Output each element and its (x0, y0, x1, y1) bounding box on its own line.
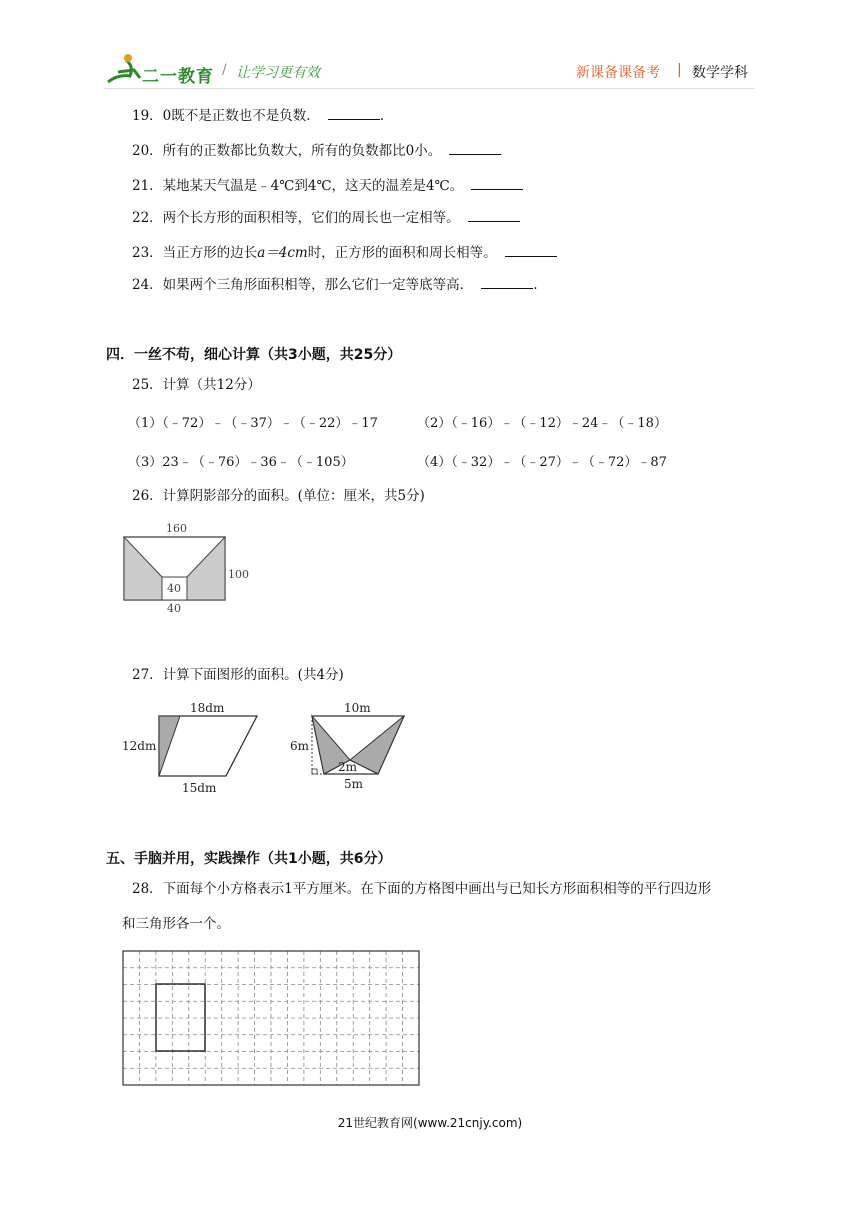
question-25: 25．计算（共12分） (132, 377, 261, 393)
given-rectangle (156, 984, 205, 1051)
figure-27-trapezoid (288, 700, 418, 795)
answer-blank-23[interactable] (505, 244, 557, 257)
label-bottom: 40 (167, 602, 181, 615)
label-top: 10m (344, 701, 371, 715)
label-bottom: 5m (344, 777, 364, 791)
label-inner: 2m (338, 760, 358, 774)
answer-blank-20[interactable] (449, 142, 501, 155)
figure-27-parallelogram (120, 700, 270, 800)
label-right: 100 (228, 568, 249, 581)
label-top: 160 (166, 522, 187, 535)
question-26: 26．计算阴影部分的面积。(单位：厘米，共5分) (132, 488, 425, 504)
question-28-line-1: 28．下面每个小方格表示1平方厘米。在下面的方格图中画出与已知长方形面积相等的平行四边形 (132, 881, 712, 897)
section-4-title: 四．一丝不苟，细心计算（共3小题，共25分） (106, 347, 402, 363)
footer: 21世纪教育网(www.21cnjy.com) (337, 1116, 523, 1130)
logo-text: 二一教育 (142, 67, 214, 87)
question-21: 21．某地某天气温是﹣4℃到4℃，这天的温差是4℃。 (132, 176, 523, 196)
answer-blank-21[interactable] (471, 177, 523, 190)
calc-1: （1）（﹣72）﹣（﹣37）﹣（﹣22）﹣17 (128, 416, 378, 431)
question-27: 27．计算下面图形的面积。(共4分) (132, 667, 344, 683)
slogan: 让学习更有效 (236, 65, 320, 81)
answer-blank-24[interactable] (481, 276, 533, 289)
label-top: 18dm (190, 701, 225, 715)
question-22: 22．两个长方形的面积相等，它们的周长也一定相等。 (132, 208, 520, 228)
header-course: 新课备课备考 (576, 65, 660, 81)
question-28-line-2: 和三角形各一个。 (122, 916, 230, 932)
right-angle-mark (312, 769, 317, 774)
label-left: 12dm (122, 739, 157, 753)
question-20: 20．所有的正数都比负数大，所有的负数都比0小。 (132, 141, 501, 161)
header-subject: 数学学科 (692, 65, 748, 81)
question-24: 24．如果两个三角形面积相等，那么它们一定等底等高． . (132, 277, 538, 293)
section-5-title: 五、手脑并用，实践操作（共1小题，共6分） (106, 851, 392, 867)
label-left: 6m (290, 739, 310, 753)
label-inner: 40 (167, 582, 181, 595)
runner-logo-icon (104, 52, 144, 88)
answer-blank-22[interactable] (468, 209, 520, 222)
header-divider (104, 88, 754, 89)
grid-figure[interactable] (120, 948, 422, 1088)
question-19: 19．0既不是正数也不是负数． . (132, 108, 385, 124)
calc-4: （4）（﹣32）﹣（﹣27）﹣（﹣72）﹣87 (417, 455, 667, 470)
question-23: 23．当正方形的边长a＝4cm时，正方形的面积和周长相等。 (132, 243, 557, 263)
calc-3: （3）23﹣（﹣76）﹣36﹣（﹣105） (128, 455, 354, 470)
header-separator: | (677, 62, 682, 78)
grid-dashed-lines (123, 951, 419, 1085)
answer-blank-19[interactable] (328, 107, 380, 120)
figure-26 (118, 520, 258, 615)
calc-2: （2）（﹣16）﹣（﹣12）﹣24﹣（﹣18） (417, 416, 667, 431)
header-slash: / (222, 62, 227, 78)
label-bottom: 15dm (182, 781, 217, 795)
